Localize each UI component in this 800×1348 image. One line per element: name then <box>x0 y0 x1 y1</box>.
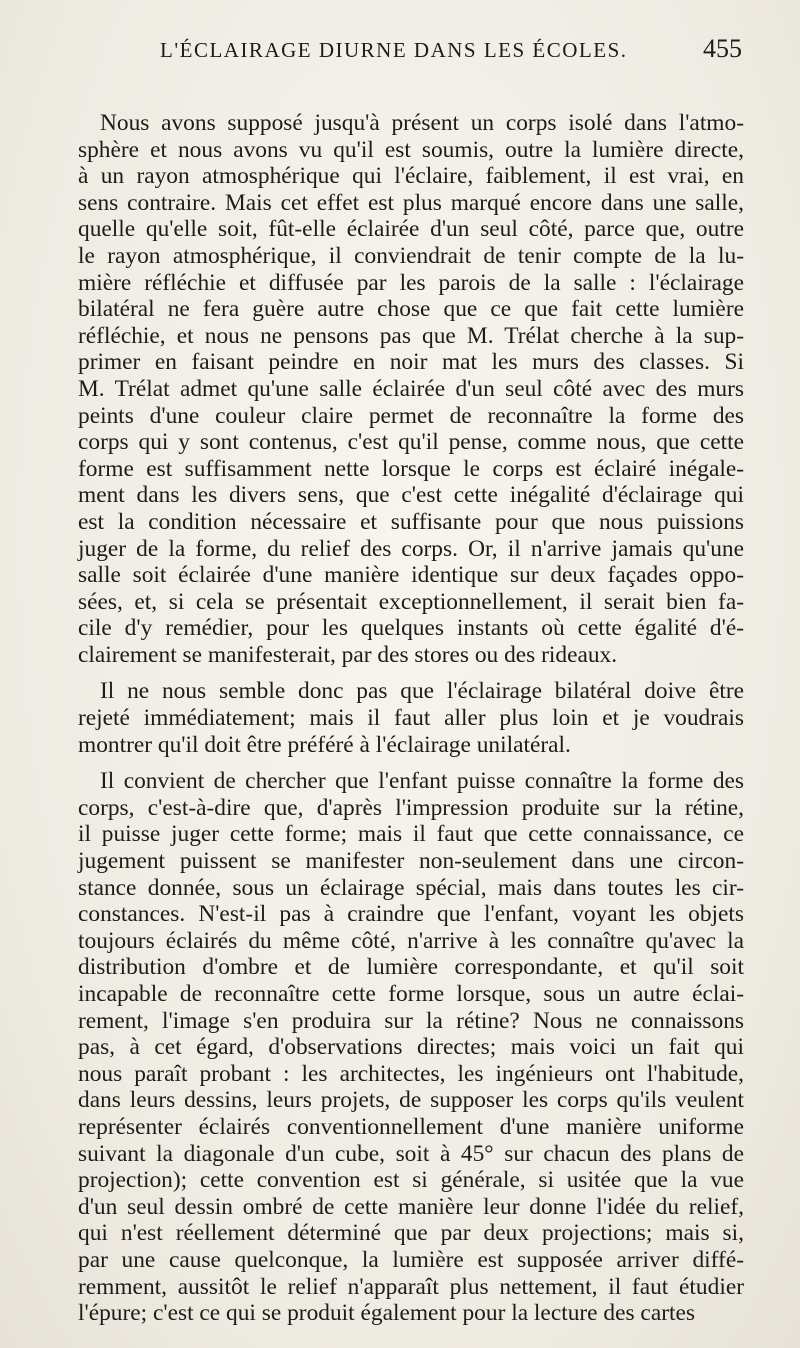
text-line: primer en faisant peindre en noir mat les murs des classes. Si <box>78 349 744 376</box>
text-line: distribution d'ombre et de lumière correspondante, et qu'il soit <box>78 954 744 981</box>
text-line: toujours éclairés du même côté, n'arrive à les connaître qu'avec la <box>78 927 744 954</box>
text-line: forme est suffisamment nette lorsque le corps est éclairé inégale- <box>78 455 744 482</box>
text-line: par une cause quelconque, la lumière est supposée arriver diffé- <box>78 1246 744 1273</box>
paragraph-1 <box>78 110 744 668</box>
text-line: bilatéral ne fera guère autre chose que ce que fait cette lumière <box>78 296 744 323</box>
text-line: constances. N'est-il pas à craindre que l'enfant, voyant les objets <box>78 901 744 928</box>
text-line: corps qui y sont contenus, c'est qu'il pense, comme nous, que cette <box>78 429 744 456</box>
text-line: qui n'est réellement déterminé que par deux projections; mais si, <box>78 1220 744 1247</box>
text-line: il puisse juger cette forme; mais il faut que cette connaissance, ce <box>78 821 744 848</box>
text-line: représenter éclairés conventionnellement d'une manière uniforme <box>78 1113 744 1140</box>
text-line: projection); cette convention est si générale, si usitée que la vue <box>78 1167 744 1194</box>
running-title: L'ÉCLAIRAGE DIURNE DANS LES ÉCOLES. <box>160 38 628 62</box>
text-line: Il ne nous semble donc pas que l'éclairage bilatéral doive être <box>100 678 744 705</box>
text-line: jugement puissent se manifester non-seulement dans une circon- <box>78 848 744 875</box>
text-line: cile d'y remédier, pour les quelques instants où cette égalité d'é- <box>78 615 744 642</box>
text-line: montrer qu'il doit être préféré à l'éclairage unilatéral. <box>78 731 571 758</box>
text-line: juger de la forme, du relief des corps. Or, il n'arrive jamais qu'une <box>78 535 744 562</box>
body-text <box>78 110 744 1327</box>
text-line: à un rayon atmosphérique qui l'éclaire, faiblement, il est vrai, en <box>78 163 744 190</box>
text-line: remment, aussitôt le relief n'apparaît plus nettement, il faut étudier <box>78 1273 744 1300</box>
text-line: l'épure; c'est ce qui se produit également pour la lecture des cartes <box>78 1300 695 1327</box>
text-line: salle soit éclairée d'une manière identique sur deux façades oppo- <box>78 562 744 589</box>
text-line: Nous avons supposé jusqu'à présent un corps isolé dans l'atmo- <box>100 110 744 136</box>
text-line: suivant la diagonale d'un cube, soit à 45° sur chacun des plans de <box>78 1140 744 1167</box>
text-line: stance donnée, sous un éclairage spécial, mais dans toutes les cir- <box>78 874 744 901</box>
text-line: clairement se manifesterait, par des stores ou des rideaux. <box>78 641 618 668</box>
text-line: peints d'une couleur claire permet de reconnaître la forme des <box>78 402 744 429</box>
text-line: quelle qu'elle soit, fût-elle éclairée d'un seul côté, parce que, outre <box>78 216 744 243</box>
page-header <box>78 34 744 76</box>
text-line: sées, et, si cela se présentait exceptionnellement, il serait bien fa- <box>78 588 744 615</box>
page-number: 455 <box>703 34 742 63</box>
text-line: corps, c'est-à-dire que, d'après l'impression produite sur la rétine, <box>78 794 744 821</box>
text-line: est la condition nécessaire et suffisante pour que nous puissions <box>78 508 744 535</box>
text-line: mière réfléchie et diffusée par les parois de la salle : l'éclairage <box>78 269 744 296</box>
text-line: le rayon atmosphérique, il conviendrait de tenir compte de la lu- <box>78 242 744 269</box>
text-line: sens contraire. Mais cet effet est plus marqué encore dans une salle, <box>78 189 744 216</box>
text-line: dans leurs dessins, leurs projets, de supposer les corps qu'ils veulent <box>78 1087 744 1114</box>
text-line: nous paraît probant : les architectes, les ingénieurs ont l'habitude, <box>78 1060 744 1087</box>
text-line: rejeté immédiatement; mais il faut aller plus loin et je voudrais <box>78 705 744 732</box>
text-line: d'un seul dessin ombré de cette manière leur donne l'idée du relief, <box>78 1193 744 1220</box>
text-line: sphère et nous avons vu qu'il est soumis, outre la lumière directe, <box>78 136 744 163</box>
text-line: pas, à cet égard, d'observations directes; mais voici un fait qui <box>78 1034 744 1061</box>
text-line: incapable de reconnaître cette forme lorsque, sous un autre éclai- <box>78 981 744 1007</box>
text-line: ment dans les divers sens, que c'est cette inégalité d'éclairage qui <box>78 482 744 509</box>
paragraph-3 <box>78 768 744 1326</box>
text-line: réfléchie, et nous ne pensons pas que M. Trélat cherche à la sup- <box>78 322 744 349</box>
text-line: rement, l'image s'en produira sur la rétine? Nous ne connaissons <box>78 1007 744 1034</box>
text-line: M. Trélat admet qu'une salle éclairée d'un seul côté avec des murs <box>78 375 744 402</box>
text-line: Il convient de chercher que l'enfant puisse connaître la forme des <box>100 768 744 795</box>
paragraph-2 <box>78 678 744 758</box>
